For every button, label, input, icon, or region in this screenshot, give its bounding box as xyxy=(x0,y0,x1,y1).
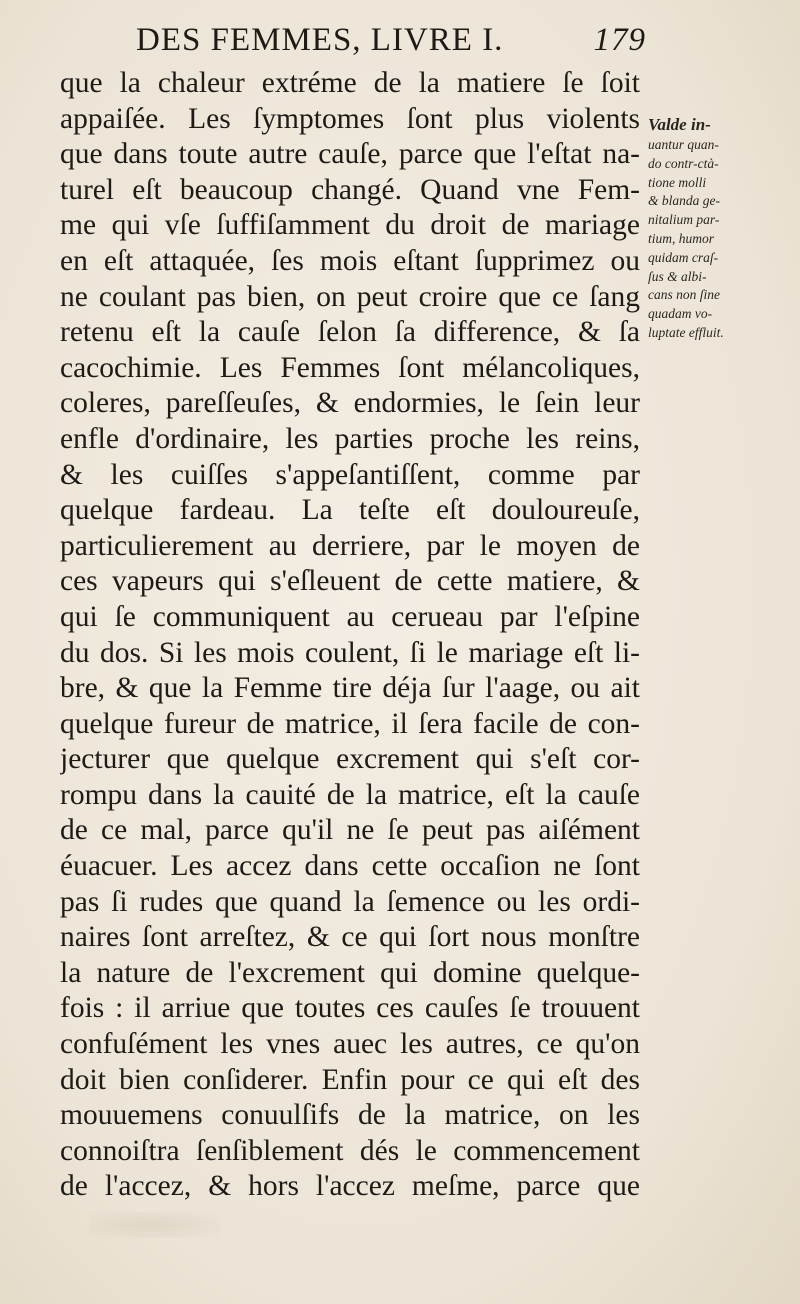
text-line: qui ſe communiquent au cerueau par l'eſpine xyxy=(60,600,640,633)
text-line: de l'accez, & hors l'accez meſme, parce que xyxy=(60,1170,640,1203)
text-line: appaiſée. Les ſymptomes ſont plus violents xyxy=(60,102,640,135)
text-line: me qui vſe ſuffiſamment du droit de mariage xyxy=(60,209,640,242)
running-title: DES FEMMES, LIVRE I. xyxy=(136,22,504,58)
page-number: 179 xyxy=(593,22,646,58)
text-line: ne coulant pas bien, on peut croire que ce ſang xyxy=(60,280,640,313)
text-line: éuacuer. Les accez dans cette occaſion ne ſont xyxy=(60,850,640,883)
text-line: pas ſi rudes que quand la ſemence ou les ordi- xyxy=(60,885,640,918)
text-line: cacochimie. Les Femmes ſont mélancoliques, xyxy=(60,351,640,384)
margin-note-line: tium, humor xyxy=(648,230,715,246)
margin-note-line: quadam vo- xyxy=(648,306,713,322)
text-line: particulierement au derriere, par le moyen de xyxy=(60,529,640,562)
margin-note-line: tione molli xyxy=(648,174,707,190)
text-line: enfle d'ordinaire, les parties proche les reins, xyxy=(60,422,640,455)
text-line: jecturer que quelque excrement qui s'eſt cor- xyxy=(60,743,640,776)
text-line: confuſément les vnes auec les autres, ce qu'on xyxy=(60,1028,640,1061)
text-line: que la chaleur extréme de la matiere ſe ſoit xyxy=(60,67,640,99)
text-line: la nature de l'excrement qui domine quelque- xyxy=(60,956,640,989)
text-line: & les cuiſſes s'appeſantiſſent, comme par xyxy=(60,458,640,491)
text-line: coleres, pareſſeuſes, & endormies, le ſein leur xyxy=(60,387,640,420)
text-line: rompu dans la cauité de la matrice, eſt la cauſe xyxy=(60,778,640,811)
text-line: de ce mal, parce qu'il ne ſe peut pas aiſément xyxy=(60,814,640,847)
text-line: connoiſtra ſenſiblement dés le commencement xyxy=(60,1134,640,1167)
margin-note-line: ſus & albi- xyxy=(648,268,707,284)
margin-note-line: Valde in- xyxy=(648,115,711,134)
text-line: mouuemens conuulſifs de la matrice, on les xyxy=(60,1099,640,1132)
margin-note-line: quidam craſ- xyxy=(648,249,719,265)
running-header xyxy=(136,22,646,66)
margin-note-line: luptate effluit. xyxy=(648,324,724,340)
text-line: quelque fardeau. La teſte eſt douloureuſe, xyxy=(60,494,640,527)
text-line: quelque fureur de matrice, il ſera facile de con- xyxy=(60,707,640,740)
text-line: en eſt attaquée, ſes mois eſtant ſupprimez ou xyxy=(60,244,640,277)
main-text-block xyxy=(60,66,640,1205)
text-line: fois : il arriue que toutes ces cauſes ſe trouuent xyxy=(60,992,640,1025)
margin-note-line: nitalium par- xyxy=(648,212,720,228)
margin-note-line: cans non ſine xyxy=(648,287,720,303)
text-line: ces vapeurs qui s'eſleuent de cette matiere, & xyxy=(60,565,640,598)
text-line: naires ſont arreſtez, & ce qui ſort nous monſtre xyxy=(60,921,640,954)
text-line: turel eſt beaucoup changé. Quand vne Fem- xyxy=(60,173,640,206)
text-line: retenu eſt la cauſe ſelon ſa difference, & ſa xyxy=(60,316,640,349)
text-line: du dos. Si les mois coulent, ſi le mariage eſt li- xyxy=(60,636,640,669)
margin-note xyxy=(648,114,798,343)
margin-note-line: uantur quan- xyxy=(648,137,719,152)
text-line: que dans toute autre cauſe, parce que l'eſtat na- xyxy=(60,138,640,171)
text-line: doit bien conſiderer. Enfin pour ce qui eſt des xyxy=(60,1063,640,1096)
margin-note-line: & blanda ge- xyxy=(648,193,720,209)
ink-smudge xyxy=(90,1212,220,1238)
margin-note-line: do contr-ctà- xyxy=(648,155,719,171)
text-line: bre, & que la Femme tire déja ſur l'aage, ou ait xyxy=(60,672,640,705)
